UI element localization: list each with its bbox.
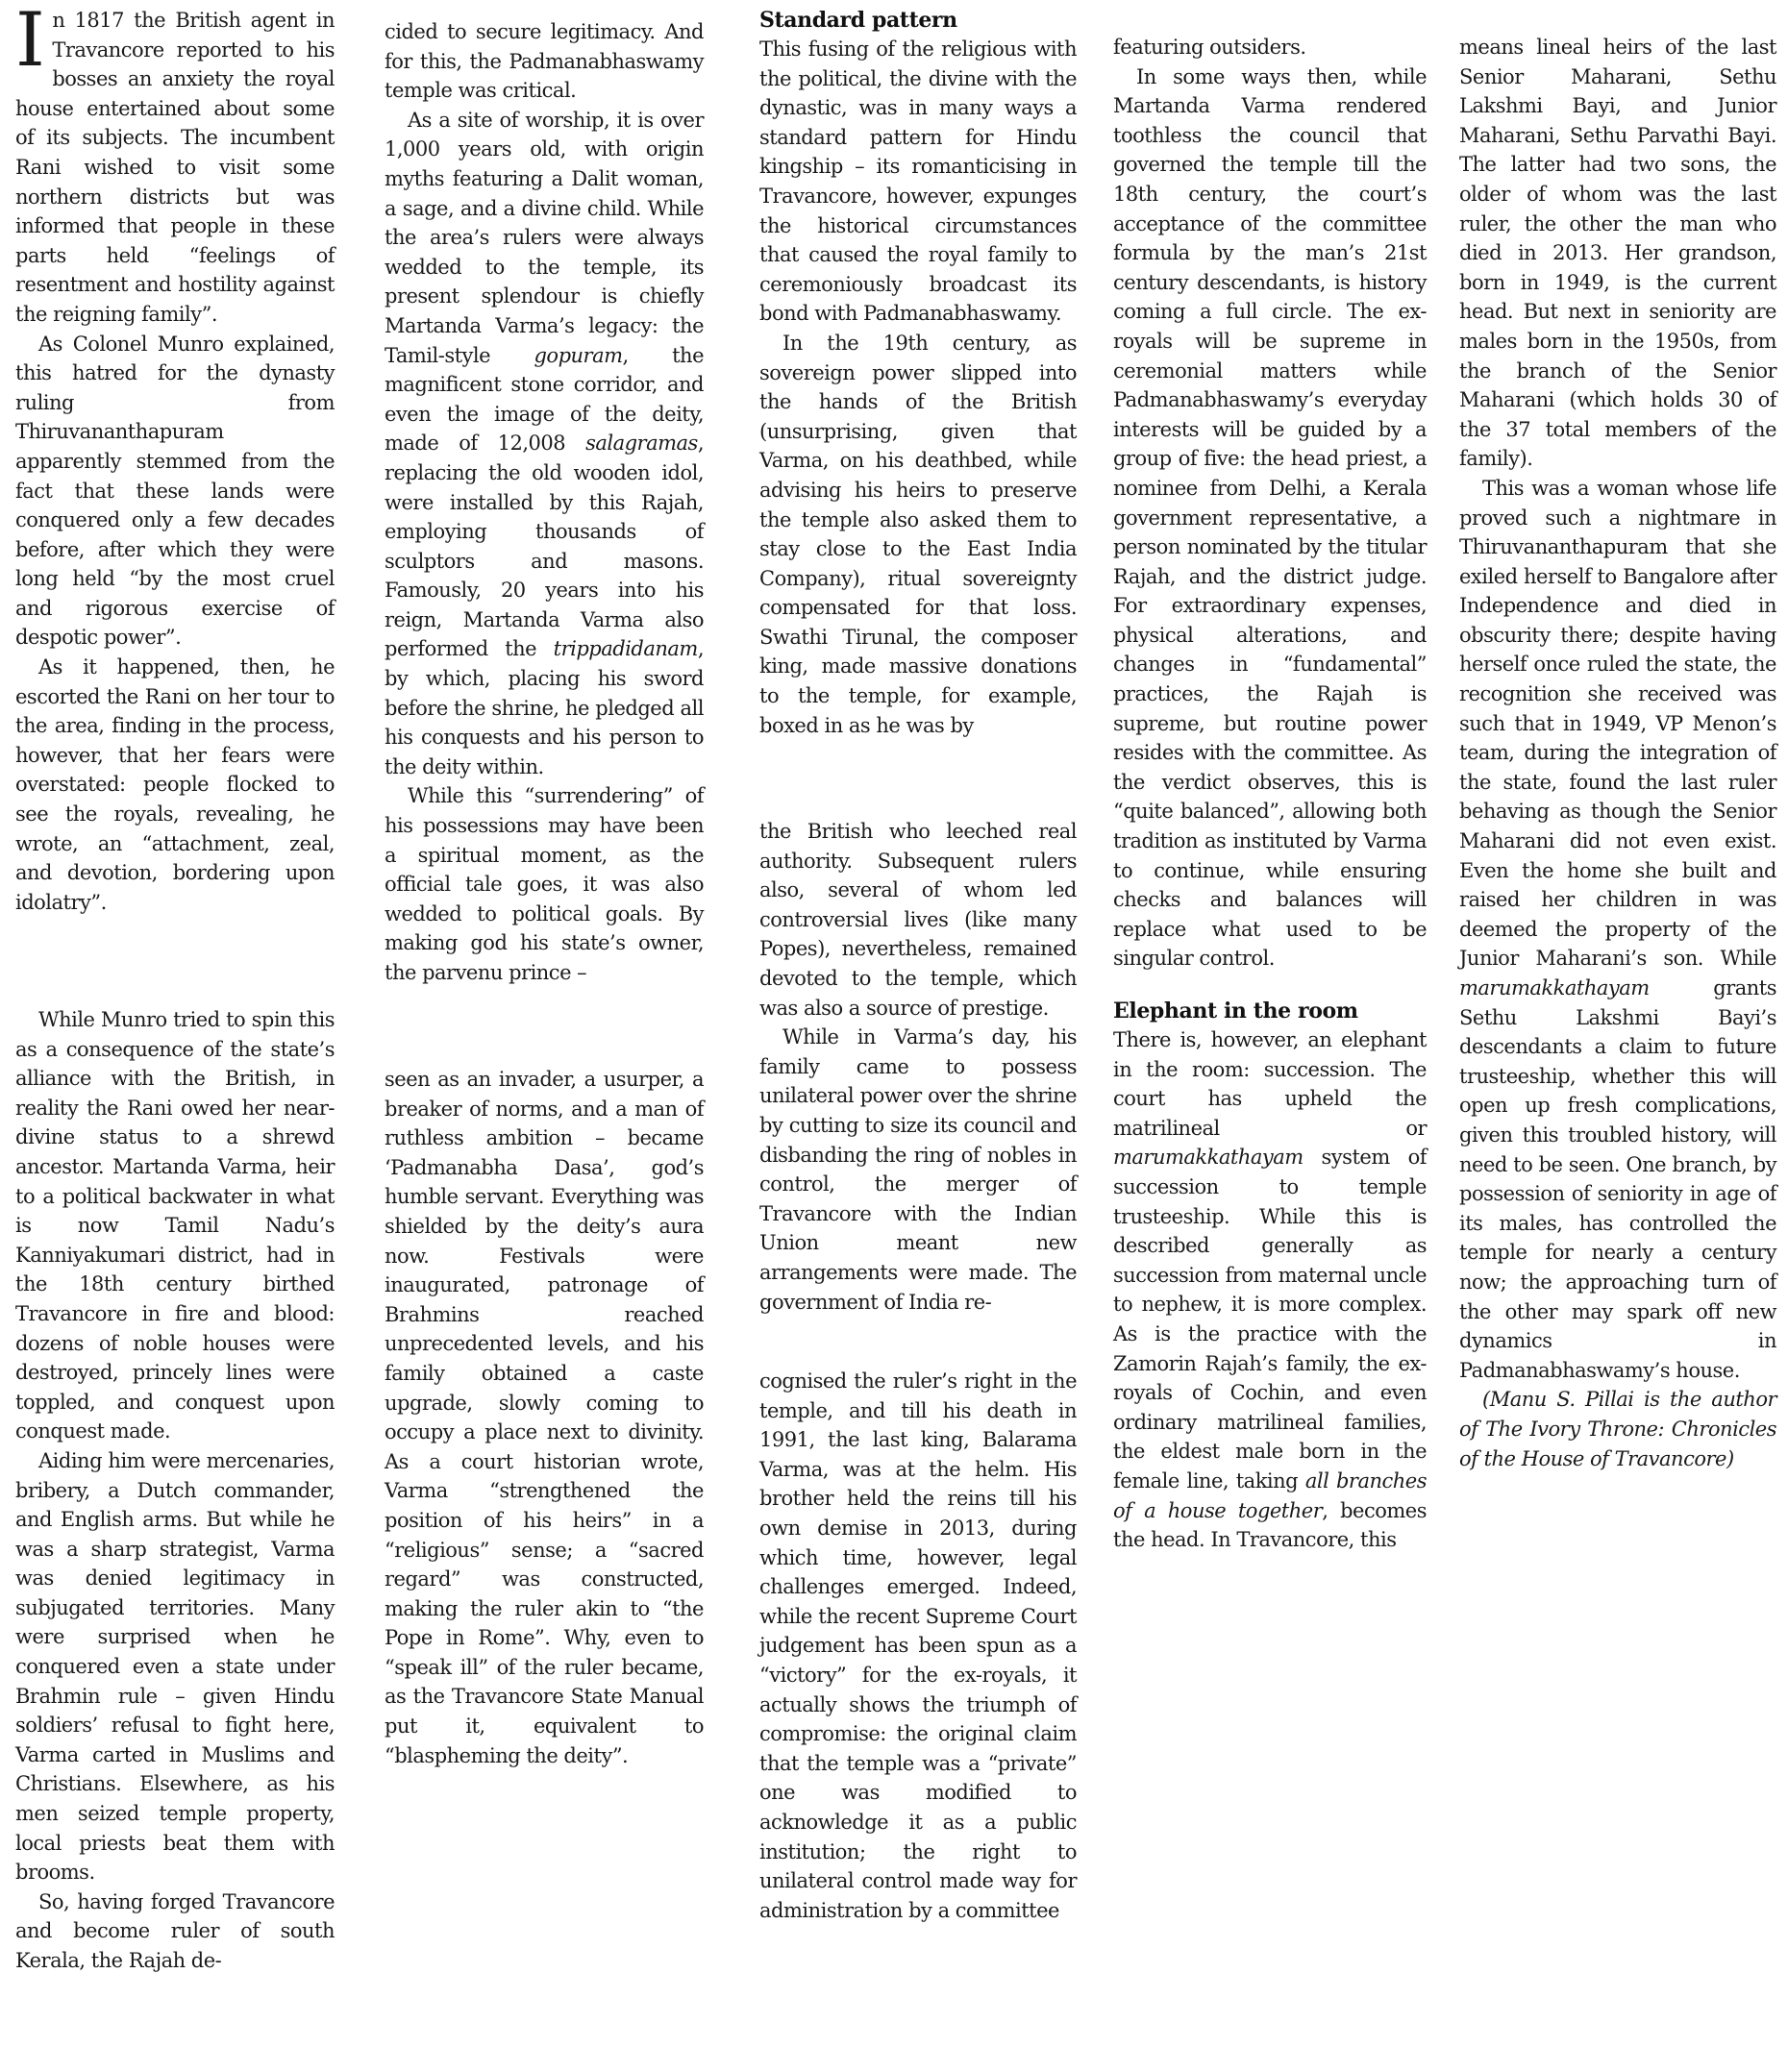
italic-term: all branches of a house together — [1113, 1468, 1428, 1522]
section-heading: Standard pattern — [759, 8, 957, 33]
paragraph: This fusing of the religious with the political, the divine with the dynastic, was in many ways a standard pattern for Hindu kingship – its romanticising in Travancore, however, expunges the historical circumstances that caused the royal family to ceremoniously broadcast its bond with Padmanabhaswamy. — [759, 37, 1077, 326]
column-3-segment-top — [759, 6, 1077, 740]
section-heading: Elephant in the room — [1113, 999, 1358, 1024]
opening-paragraph-text: n 1817 the British agent in Travancore reported to his bosses an anxiety the royal house entertained about some of its subjects. The incumbent Rani wished to visit some northern districts but was informed that people in these parts held “feelings of resentment and hostility against the reigning family”. — [15, 9, 335, 326]
paragraph: While in Varma’s day, his family came to possess unilateral power over the shrine by cutting to size its council and disbanding the ring of nobles in control, the merger of Travancore with the Indian Union meant new arrangements were made. The government of India re- — [759, 1025, 1077, 1314]
paragraph: This was a woman whose life proved such a nightmare in Thiruvananthapuram that she exiled herself to Bangalore after Independence and died in obscurity there; despite having herself once ruled the state, the recognition she received was such that in 1949, VP Menon’s team, during the integration of the state, found the last ruler behaving as though the Senior Maharani did not even exist. Even the home she built and raised her children in was deemed the property of the Junior Maharani’s son. While marumakkathayam grants Sethu Lakshmi Bayi’s descendants a claim to future trusteeship, whether this will open up fresh complications, given this troubled history, will need to be seen. One branch, by possession of seniority in age of its males, has controlled the temple for nearly a century now; the approaching turn of the other may spark off new dynamics in Padmanabhaswamy’s house. — [1459, 476, 1776, 1382]
paragraph: cognised the ruler’s right in the temple, and till his death in 1991, the last king, Balarama Varma, was at the helm. His brother held the reins till his own demise in 2013, during which time, however, legal challenges emerged. Indeed, while the recent Supreme Court judgement has been spun as a “victory” for the ex-royals, it actually shows the triumph of compromise: the original claim that the temple was a “private” one was modified to acknowledge it as a public institution; the right to unilateral control made way for administration by a committee — [759, 1369, 1077, 1922]
author-byline: (Manu S. Pillai is the author of The Ivory Throne: Chronicles of the House of Travancore) — [1459, 1388, 1776, 1470]
paragraph: seen as an invader, a usurper, a breaker of norms, and a man of ruthless ambition – became ‘Padmanabha Dasa’, god’s humble servant. Everything was shielded by the deity’s aura now. Festivals were inaugurated, patronage of Brahmins reached unprecedented levels, and his family obtained a caste upgrade, slowly coming to occupy a place next to divinity. As a court historian wrote, Varma “strengthened the position of his heirs” in a “religious” sense; a “sacred regard” was constructed, making the ruler akin to “the Pope in Rome”. Why, even to “speak ill” of the ruler became, as the Travancore State Manual put it, equivalent to “blaspheming the deity”. — [385, 1068, 704, 1767]
drop-cap: I — [15, 0, 45, 84]
paragraph: cided to secure legitimacy. And for this, the Padmanabhaswamy temple was critical. — [385, 20, 704, 103]
paragraph: So, having forged Travancore and become ruler of south Kerala, the Rajah de- — [15, 1889, 335, 1972]
paragraph: In the 19th century, as sovereign power slipped into the hands of the British (unsurprising, given that Varma, on his deathbed, while advising his heirs to preserve the temple also asked them to stay close to the East India Company), ritual sovereignty compensated for that loss. Swathi Tirunal, the composer king, made massive donations to the temple, for example, boxed in as he was by — [759, 331, 1077, 737]
italic-term: trippadidanam — [553, 637, 698, 661]
italic-term: marumakkathayam — [1459, 976, 1650, 999]
section-spacer — [1113, 974, 1427, 997]
paragraph: featuring outsiders. — [1113, 36, 1306, 59]
column-1-segment-top — [15, 0, 335, 917]
paragraph: While Munro tried to spin this as a consequence of the state’s alliance with the British, in reality the Rani owed her near-divine status to a shrewd ancestor. Martanda Varma, heir to a political backwater in what is now Tamil Nadu’s Kanniyakumari district, had in the 18th century birthed Travancore in fire and blood: dozens of noble houses were destroyed, princely lines were toppled, and conquest upon conquest made. — [15, 1008, 335, 1443]
paragraph: While this “surrendering” of his possessions may have been a spiritual moment, as the official tale goes, it was also wedded to political goals. By making god his state’s owner, the parvenu prince – — [385, 784, 704, 984]
column-3-segment-bottom — [759, 1367, 1077, 1925]
italic-term: salagramas — [585, 432, 698, 456]
paragraph: Aiding him were mercenaries, bribery, a Dutch commander, and English arms. But while he was a sharp strategist, Varma was denied legitimacy in subjugated territories. Many were surprised when he conquered even a state under Brahmin rule – given Hindu soldiers’ refusal to fight here, Varma carted in Muslims and Christians. Elsewhere, as his men seized temple property, local priests beat them with brooms. — [15, 1448, 335, 1885]
italic-term: marumakkathayam — [1113, 1146, 1304, 1170]
paragraph: As a site of worship, it is over 1,000 years old, with origin myths featuring a Dalit woman, a sage, and a divine child. While the area’s rulers were always wedded to the temple, its present splendour is chiefly Martanda Varma’s legacy: the Tamil-style gopuram, the magnificent stone corridor, and even the image of the deity, made of 12,008 salagramas, replacing the old wooden idol, were installed by this Rajah, employing thousands of sculptors and masons. Famously, 20 years into his reign, Martanda Varma also performed the trippadidanam, by which, placing his sword before the shrine, he pledged all his conquests and his person to the deity within. — [385, 108, 704, 778]
column-2-segment-top — [385, 17, 704, 988]
column-1-segment-bottom — [15, 1005, 335, 1976]
column-2-segment-bottom — [385, 1065, 704, 1770]
paragraph: As it happened, then, he escorted the Rani on her tour to the area, finding in the process, however, that her fears were overstated: people flocked to see the royals, revealing, he wrote, an “attachment, zeal, and devotion, bordering upon idolatry”. — [15, 655, 335, 914]
column-4-segment — [1113, 33, 1427, 1555]
paragraph: There is, however, an elephant in the room: succession. The court has upheld the matrilineal or marumakkathayam system of succession to temple trusteeship. While this is described generally as succession from maternal uncle to nephew, it is more complex. As is the practice with the Zamorin Rajah’s family, the ex-royals of Cochin, and even ordinary matrilineal families, the eldest male born in the female line, taking all branches of a house together, becomes the head. In Travancore, this — [1113, 1028, 1428, 1552]
opening-paragraph — [15, 0, 335, 330]
paragraph: means lineal heirs of the last Senior Maharani, Sethu Lakshmi Bayi, and Junior Maharani, Sethu Parvathi Bayi. The latter had two sons, the older of whom was the last ruler, the other the man who died in 2013. Her grandson, born in 1949, is the current head. But next in seniority are males born in the 1950s, from the branch of the Senior Maharani (which holds 30 of the 37 total members of the family). — [1459, 36, 1776, 471]
italic-term: gopuram — [534, 343, 623, 367]
paragraph: In some ways then, while Martanda Varma rendered toothless the council that governed the temple till the 18th century, the court’s acceptance of the committee formula by the man’s 21st century descendants, is history coming a full circle. The ex-royals will be supreme in ceremonial matters while Padmanabhaswamy’s everyday interests will be guided by a group of five: the head priest, a nominee from Delhi, a Kerala government representative, a person nominated by the titular Rajah, and the district judge. For extraordinary expenses, physical alterations, and changes in “fundamental” practices, the Rajah is supreme, but routine power resides with the committee. As the verdict observes, this is “quite balanced”, allowing both tradition as instituted by Varma to continue, while ensuring checks and balances will replace what used to be singular control. — [1113, 64, 1427, 971]
column-5-segment — [1459, 33, 1776, 1473]
paragraph: As Colonel Munro explained, this hatred for the dynasty ruling from Thiruvananthapuram apparently stemmed from the fact that these lands were conquered only a few decades before, after which they were long held “by the most cruel and rigorous exercise of despotic power”. — [15, 332, 335, 650]
paragraph: the British who leeched real authority. Subsequent rulers also, several of whom led controversial lives (like many Popes), nevertheless, remained devoted to the temple, which was also a source of prestige. — [759, 820, 1077, 1020]
column-3-segment-middle — [759, 817, 1077, 1317]
